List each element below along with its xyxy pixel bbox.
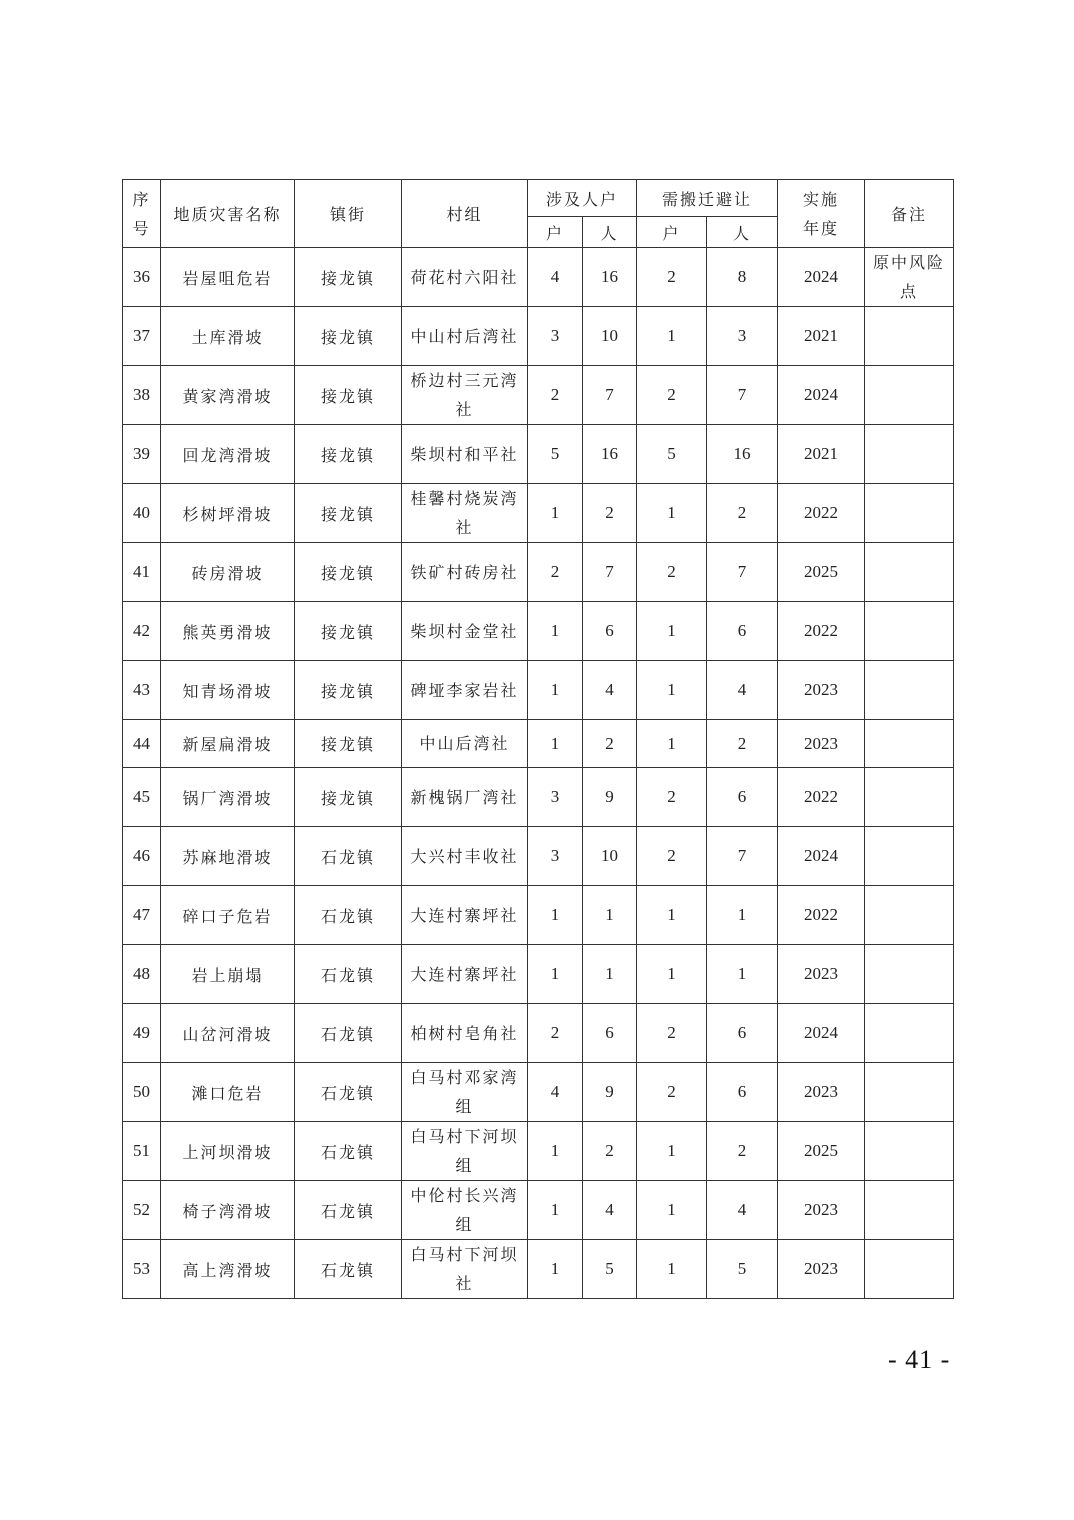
cell-town: 接龙镇 xyxy=(295,720,402,768)
cell-involved-households: 2 xyxy=(528,1004,583,1063)
cell-involved-people: 2 xyxy=(583,1122,637,1181)
cell-relocate-households: 2 xyxy=(637,768,707,827)
cell-year: 2025 xyxy=(778,543,865,602)
cell-relocate-households: 2 xyxy=(637,248,707,307)
cell-hazard-name: 锅厂湾滑坡 xyxy=(161,768,295,827)
cell-year: 2025 xyxy=(778,1122,865,1181)
cell-town: 接龙镇 xyxy=(295,602,402,661)
cell-involved-people: 16 xyxy=(583,248,637,307)
cell-relocate-people: 8 xyxy=(707,248,778,307)
cell-relocate-households: 2 xyxy=(637,1004,707,1063)
cell-involved-people: 9 xyxy=(583,1063,637,1122)
cell-involved-households: 1 xyxy=(528,484,583,543)
cell-involved-households: 3 xyxy=(528,827,583,886)
cell-village: 柏树村皂角社 xyxy=(402,1004,528,1063)
header-year-line1: 实施 xyxy=(803,189,840,209)
table-row xyxy=(123,1004,954,1063)
table-header xyxy=(123,180,954,248)
cell-remark xyxy=(865,366,954,425)
cell-relocate-people: 6 xyxy=(707,602,778,661)
cell-involved-people: 2 xyxy=(583,484,637,543)
cell-relocate-people: 16 xyxy=(707,425,778,484)
cell-village: 桂馨村烧炭湾社 xyxy=(402,484,528,543)
cell-relocate-households: 2 xyxy=(637,543,707,602)
table-body xyxy=(123,248,954,1299)
cell-village: 柴坝村金堂社 xyxy=(402,602,528,661)
cell-remark xyxy=(865,1063,954,1122)
cell-seq: 49 xyxy=(123,1004,161,1063)
cell-year: 2024 xyxy=(778,1004,865,1063)
cell-hazard-name: 碎口子危岩 xyxy=(161,886,295,945)
cell-hazard-name: 杉树坪滑坡 xyxy=(161,484,295,543)
page-number: - 41 - xyxy=(888,1345,951,1374)
cell-town: 石龙镇 xyxy=(295,1122,402,1181)
cell-year: 2023 xyxy=(778,720,865,768)
cell-remark xyxy=(865,768,954,827)
cell-relocate-people: 6 xyxy=(707,768,778,827)
cell-town: 石龙镇 xyxy=(295,1004,402,1063)
header-remark: 备注 xyxy=(865,180,954,248)
header-relocate-people: 人 xyxy=(707,217,778,248)
cell-village: 碑垭李家岩社 xyxy=(402,661,528,720)
cell-town: 接龙镇 xyxy=(295,248,402,307)
cell-village: 大兴村丰收社 xyxy=(402,827,528,886)
table-row xyxy=(123,720,954,768)
cell-relocate-households: 2 xyxy=(637,827,707,886)
table-row xyxy=(123,945,954,1004)
cell-relocate-households: 1 xyxy=(637,484,707,543)
table-row xyxy=(123,827,954,886)
cell-involved-households: 3 xyxy=(528,768,583,827)
cell-remark xyxy=(865,886,954,945)
cell-town: 石龙镇 xyxy=(295,945,402,1004)
cell-involved-households: 4 xyxy=(528,248,583,307)
cell-involved-households: 1 xyxy=(528,886,583,945)
cell-year: 2022 xyxy=(778,484,865,543)
cell-relocate-households: 1 xyxy=(637,1122,707,1181)
cell-remark xyxy=(865,1122,954,1181)
cell-town: 接龙镇 xyxy=(295,484,402,543)
cell-remark xyxy=(865,1181,954,1240)
table-row xyxy=(123,543,954,602)
cell-relocate-households: 1 xyxy=(637,1181,707,1240)
table-row xyxy=(123,1181,954,1240)
cell-year: 2023 xyxy=(778,1063,865,1122)
cell-year: 2023 xyxy=(778,661,865,720)
cell-remark xyxy=(865,602,954,661)
cell-remark xyxy=(865,827,954,886)
cell-town: 石龙镇 xyxy=(295,886,402,945)
cell-town: 石龙镇 xyxy=(295,827,402,886)
cell-remark xyxy=(865,945,954,1004)
header-seq xyxy=(123,180,161,248)
cell-seq: 53 xyxy=(123,1240,161,1299)
cell-seq: 46 xyxy=(123,827,161,886)
cell-hazard-name: 山岔河滑坡 xyxy=(161,1004,295,1063)
cell-year: 2021 xyxy=(778,425,865,484)
cell-town: 石龙镇 xyxy=(295,1063,402,1122)
hazard-table xyxy=(122,179,954,1299)
cell-hazard-name: 岩屋咀危岩 xyxy=(161,248,295,307)
cell-involved-households: 2 xyxy=(528,543,583,602)
cell-village: 大连村寨坪社 xyxy=(402,886,528,945)
cell-involved-households: 1 xyxy=(528,720,583,768)
cell-relocate-people: 2 xyxy=(707,1122,778,1181)
cell-involved-people: 6 xyxy=(583,1004,637,1063)
cell-year: 2023 xyxy=(778,945,865,1004)
cell-relocate-people: 7 xyxy=(707,827,778,886)
cell-town: 接龙镇 xyxy=(295,768,402,827)
cell-relocate-households: 1 xyxy=(637,1240,707,1299)
header-year xyxy=(778,180,865,248)
cell-village: 中山村后湾社 xyxy=(402,307,528,366)
cell-hazard-name: 新屋扁滑坡 xyxy=(161,720,295,768)
cell-year: 2022 xyxy=(778,602,865,661)
cell-involved-people: 6 xyxy=(583,602,637,661)
cell-year: 2023 xyxy=(778,1181,865,1240)
cell-remark xyxy=(865,543,954,602)
cell-relocate-people: 4 xyxy=(707,661,778,720)
cell-seq: 39 xyxy=(123,425,161,484)
cell-involved-households: 1 xyxy=(528,1181,583,1240)
header-seq-line1: 序 xyxy=(132,189,151,209)
cell-village: 中伦村长兴湾组 xyxy=(402,1181,528,1240)
cell-involved-households: 5 xyxy=(528,425,583,484)
table-row xyxy=(123,425,954,484)
cell-relocate-households: 1 xyxy=(637,602,707,661)
cell-town: 接龙镇 xyxy=(295,661,402,720)
cell-seq: 45 xyxy=(123,768,161,827)
cell-involved-people: 1 xyxy=(583,945,637,1004)
cell-year: 2024 xyxy=(778,827,865,886)
header-involved: 涉及人户 xyxy=(528,180,637,217)
cell-seq: 40 xyxy=(123,484,161,543)
cell-involved-people: 4 xyxy=(583,661,637,720)
cell-seq: 51 xyxy=(123,1122,161,1181)
cell-hazard-name: 岩上崩塌 xyxy=(161,945,295,1004)
cell-remark xyxy=(865,1240,954,1299)
cell-town: 接龙镇 xyxy=(295,543,402,602)
cell-involved-people: 4 xyxy=(583,1181,637,1240)
cell-seq: 47 xyxy=(123,886,161,945)
cell-remark xyxy=(865,720,954,768)
cell-relocate-households: 2 xyxy=(637,366,707,425)
cell-relocate-people: 2 xyxy=(707,484,778,543)
cell-relocate-people: 6 xyxy=(707,1063,778,1122)
cell-involved-people: 7 xyxy=(583,366,637,425)
table-row xyxy=(123,1063,954,1122)
cell-town: 石龙镇 xyxy=(295,1181,402,1240)
cell-involved-households: 1 xyxy=(528,1122,583,1181)
table-row xyxy=(123,484,954,543)
cell-relocate-people: 6 xyxy=(707,1004,778,1063)
cell-relocate-people: 3 xyxy=(707,307,778,366)
cell-village: 桥边村三元湾社 xyxy=(402,366,528,425)
cell-village: 铁矿村砖房社 xyxy=(402,543,528,602)
cell-town: 石龙镇 xyxy=(295,1240,402,1299)
cell-remark: 原中风险点 xyxy=(865,248,954,307)
cell-village: 白马村下河坝组 xyxy=(402,1122,528,1181)
cell-relocate-households: 1 xyxy=(637,945,707,1004)
header-name: 地质灾害名称 xyxy=(161,180,295,248)
cell-relocate-people: 1 xyxy=(707,886,778,945)
cell-involved-households: 4 xyxy=(528,1063,583,1122)
cell-relocate-households: 2 xyxy=(637,1063,707,1122)
cell-year: 2024 xyxy=(778,248,865,307)
cell-year: 2022 xyxy=(778,768,865,827)
cell-relocate-people: 1 xyxy=(707,945,778,1004)
table-row xyxy=(123,307,954,366)
cell-involved-households: 1 xyxy=(528,945,583,1004)
cell-hazard-name: 椅子湾滑坡 xyxy=(161,1181,295,1240)
table-row xyxy=(123,366,954,425)
cell-year: 2024 xyxy=(778,366,865,425)
cell-hazard-name: 黄家湾滑坡 xyxy=(161,366,295,425)
cell-hazard-name: 滩口危岩 xyxy=(161,1063,295,1122)
cell-seq: 36 xyxy=(123,248,161,307)
table-row xyxy=(123,248,954,307)
cell-involved-people: 9 xyxy=(583,768,637,827)
cell-village: 柴坝村和平社 xyxy=(402,425,528,484)
cell-relocate-people: 5 xyxy=(707,1240,778,1299)
header-involved-households: 户 xyxy=(528,217,583,248)
header-seq-line2: 号 xyxy=(132,218,151,238)
cell-hazard-name: 回龙湾滑坡 xyxy=(161,425,295,484)
header-town: 镇街 xyxy=(295,180,402,248)
header-village: 村组 xyxy=(402,180,528,248)
table-row xyxy=(123,1240,954,1299)
cell-year: 2023 xyxy=(778,1240,865,1299)
cell-seq: 50 xyxy=(123,1063,161,1122)
cell-involved-people: 5 xyxy=(583,1240,637,1299)
cell-involved-people: 7 xyxy=(583,543,637,602)
header-relocate: 需搬迁避让 xyxy=(637,180,778,217)
cell-seq: 37 xyxy=(123,307,161,366)
cell-involved-households: 2 xyxy=(528,366,583,425)
cell-seq: 44 xyxy=(123,720,161,768)
cell-involved-people: 1 xyxy=(583,886,637,945)
cell-relocate-households: 1 xyxy=(637,307,707,366)
cell-hazard-name: 上河坝滑坡 xyxy=(161,1122,295,1181)
cell-remark xyxy=(865,484,954,543)
cell-involved-households: 1 xyxy=(528,602,583,661)
table-row xyxy=(123,602,954,661)
cell-hazard-name: 高上湾滑坡 xyxy=(161,1240,295,1299)
cell-seq: 41 xyxy=(123,543,161,602)
cell-year: 2021 xyxy=(778,307,865,366)
cell-remark xyxy=(865,1004,954,1063)
cell-involved-people: 10 xyxy=(583,827,637,886)
cell-relocate-people: 4 xyxy=(707,1181,778,1240)
cell-relocate-households: 5 xyxy=(637,425,707,484)
cell-town: 接龙镇 xyxy=(295,425,402,484)
cell-seq: 38 xyxy=(123,366,161,425)
cell-relocate-households: 1 xyxy=(637,886,707,945)
cell-hazard-name: 土库滑坡 xyxy=(161,307,295,366)
cell-relocate-people: 7 xyxy=(707,543,778,602)
cell-remark xyxy=(865,425,954,484)
cell-village: 荷花村六阳社 xyxy=(402,248,528,307)
cell-seq: 42 xyxy=(123,602,161,661)
cell-relocate-people: 7 xyxy=(707,366,778,425)
cell-year: 2022 xyxy=(778,886,865,945)
cell-remark xyxy=(865,307,954,366)
cell-village: 中山后湾社 xyxy=(402,720,528,768)
header-involved-people: 人 xyxy=(583,217,637,248)
cell-seq: 43 xyxy=(123,661,161,720)
header-relocate-households: 户 xyxy=(637,217,707,248)
cell-seq: 48 xyxy=(123,945,161,1004)
cell-remark xyxy=(865,661,954,720)
table-row xyxy=(123,768,954,827)
cell-involved-people: 2 xyxy=(583,720,637,768)
cell-relocate-people: 2 xyxy=(707,720,778,768)
cell-seq: 52 xyxy=(123,1181,161,1240)
cell-hazard-name: 熊英勇滑坡 xyxy=(161,602,295,661)
cell-village: 白马村下河坝社 xyxy=(402,1240,528,1299)
cell-town: 接龙镇 xyxy=(295,307,402,366)
cell-hazard-name: 苏麻地滑坡 xyxy=(161,827,295,886)
cell-village: 大连村寨坪社 xyxy=(402,945,528,1004)
cell-involved-people: 16 xyxy=(583,425,637,484)
cell-hazard-name: 砖房滑坡 xyxy=(161,543,295,602)
cell-village: 新槐锅厂湾社 xyxy=(402,768,528,827)
cell-involved-households: 3 xyxy=(528,307,583,366)
cell-hazard-name: 知青场滑坡 xyxy=(161,661,295,720)
cell-relocate-households: 1 xyxy=(637,720,707,768)
table-row xyxy=(123,661,954,720)
header-year-line2: 年度 xyxy=(803,218,840,238)
cell-relocate-households: 1 xyxy=(637,661,707,720)
table-row xyxy=(123,1122,954,1181)
cell-town: 接龙镇 xyxy=(295,366,402,425)
table-row xyxy=(123,886,954,945)
cell-involved-households: 1 xyxy=(528,661,583,720)
cell-village: 白马村邓家湾组 xyxy=(402,1063,528,1122)
cell-involved-people: 10 xyxy=(583,307,637,366)
cell-involved-households: 1 xyxy=(528,1240,583,1299)
